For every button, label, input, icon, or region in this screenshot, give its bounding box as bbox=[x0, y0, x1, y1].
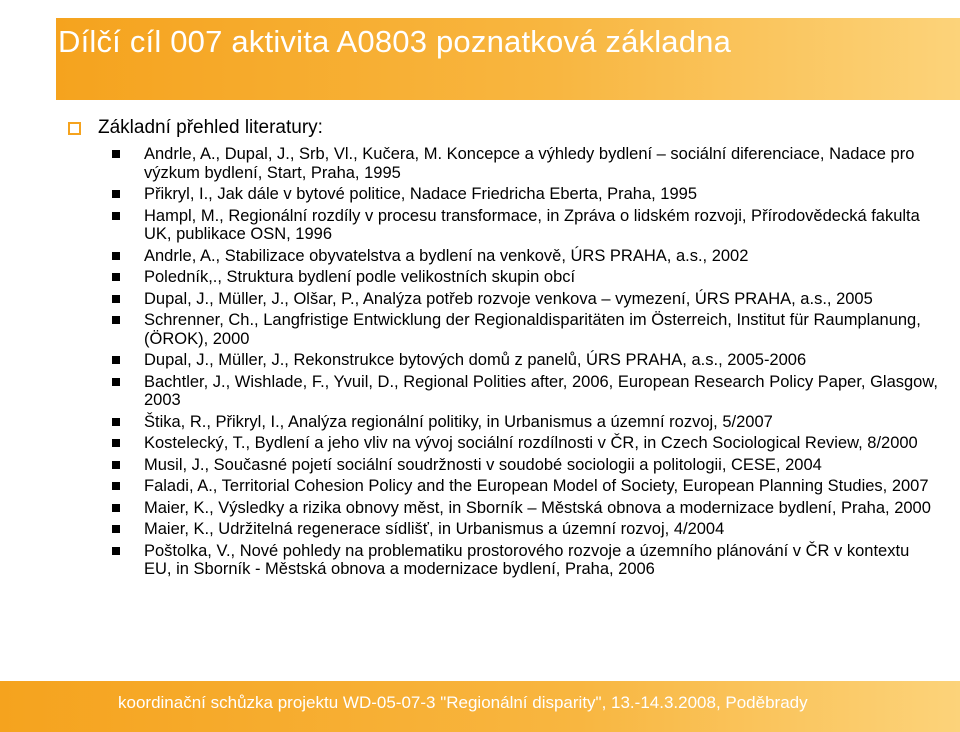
hollow-square-bullet-icon bbox=[68, 122, 81, 135]
square-bullet-icon bbox=[112, 504, 120, 512]
reference-text: Štika, R., Přikryl, I., Analýza regionální politiky, in Urbanismus a územní rozvoj, 5/2007 bbox=[144, 412, 773, 431]
list-item bbox=[110, 499, 940, 518]
list-item bbox=[110, 351, 940, 370]
reference-text: Poledník,., Struktura bydlení podle velikostních skupin obcí bbox=[144, 268, 576, 286]
square-bullet-icon bbox=[112, 418, 120, 426]
square-bullet-icon bbox=[112, 356, 120, 364]
list-item bbox=[110, 207, 940, 244]
square-bullet-icon bbox=[112, 547, 120, 555]
list-item bbox=[110, 145, 940, 182]
square-bullet-icon bbox=[112, 295, 120, 303]
list-item bbox=[110, 373, 940, 410]
square-bullet-icon bbox=[112, 461, 120, 469]
square-bullet-icon bbox=[112, 316, 120, 324]
reference-text: Andrle, A., Dupal, J., Srb, Vl., Kučera, M. Koncepce a výhledy bydlení – sociální diferenciace, Nadace pro výzkum bydlení, Start, Praha, 1995 bbox=[144, 145, 915, 182]
reference-text: Schrenner, Ch., Langfristige Entwicklung der Regionaldisparitäten im Österreich, Institut für Raumplanung, (ÖROK), 2000 bbox=[144, 311, 921, 348]
list-item bbox=[110, 520, 940, 539]
list-item bbox=[110, 290, 940, 309]
reference-list bbox=[110, 145, 940, 582]
square-bullet-icon bbox=[112, 525, 120, 533]
reference-text: Musil, J., Současné pojetí sociální soudržnosti v soudobé sociologii a politologii, CESE, 2004 bbox=[144, 455, 822, 474]
reference-text: Maier, K., Výsledky a rizika obnovy měst, in Sborník – Městská obnova a modernizace bydlení, Praha, 2000 bbox=[144, 498, 931, 517]
square-bullet-icon bbox=[112, 482, 120, 490]
reference-text: Andrle, A., Stabilizace obyvatelstva a bydlení na venkově, ÚRS PRAHA, a.s., 2002 bbox=[144, 246, 749, 265]
list-item bbox=[110, 542, 940, 579]
list-item bbox=[110, 311, 940, 348]
list-item bbox=[110, 268, 940, 287]
reference-text: Faladi, A., Territorial Cohesion Policy and the European Model of Society, European Planning Studies, 2007 bbox=[144, 477, 929, 495]
reference-text: Hampl, M., Regionální rozdíly v procesu transformace, in Zpráva o lidském rozvoji, Přírodovědecká fakulta UK, publikace OSN, 1996 bbox=[144, 206, 920, 243]
square-bullet-icon bbox=[112, 252, 120, 260]
square-bullet-icon bbox=[112, 190, 120, 198]
list-item bbox=[110, 185, 940, 204]
reference-text: Bachtler, J., Wishlade, F., Yvuil, D., Regional Polities after, 2006, European Research Policy Paper, Glasgow, 2003 bbox=[144, 372, 938, 409]
square-bullet-icon bbox=[112, 150, 120, 158]
list-item bbox=[110, 477, 940, 496]
slide-title: Dílčí cíl 007 aktivita A0803 poznatková základna bbox=[58, 24, 732, 59]
reference-text: Maier, K., Udržitelná regenerace sídlišť, in Urbanismus a územní rozvoj, 4/2004 bbox=[144, 520, 725, 538]
square-bullet-icon bbox=[112, 378, 120, 386]
intro-heading: Základní přehled literatury: bbox=[98, 117, 323, 138]
reference-text: Dupal, J., Müller, J., Rekonstrukce bytových domů z panelů, ÚRS PRAHA, a.s., 2005-2006 bbox=[144, 351, 807, 369]
list-item bbox=[110, 413, 940, 432]
list-item bbox=[110, 247, 940, 266]
list-item bbox=[110, 456, 940, 475]
list-item bbox=[110, 434, 940, 453]
footer-text: koordinační schůzka projektu WD-05-07-3 "Regionální disparity", 13.-14.3.2008, Poděbrady bbox=[118, 693, 808, 712]
reference-text: Poštolka, V., Nové pohledy na problematiku prostorového rozvoje a územního plánování v ČR v kontextu EU, in Sborník - Městská obnova a modernizace bydlení, Praha, 2006 bbox=[144, 541, 910, 578]
reference-text: Dupal, J., Müller, J., Olšar, P., Analýza potřeb rozvoje venkova – vymezení, ÚRS PRAHA, a.s., 2005 bbox=[144, 289, 873, 308]
reference-text: Kostelecký, T., Bydlení a jeho vliv na vývoj sociální rozdílnosti v ČR, in Czech Sociological Review, 8/2000 bbox=[144, 434, 918, 452]
reference-text: Přikryl, I., Jak dále v bytové politice, Nadace Friedricha Eberta, Praha, 1995 bbox=[144, 185, 698, 203]
square-bullet-icon bbox=[112, 273, 120, 281]
square-bullet-icon bbox=[112, 212, 120, 220]
footer-banner bbox=[0, 681, 960, 732]
square-bullet-icon bbox=[112, 439, 120, 447]
